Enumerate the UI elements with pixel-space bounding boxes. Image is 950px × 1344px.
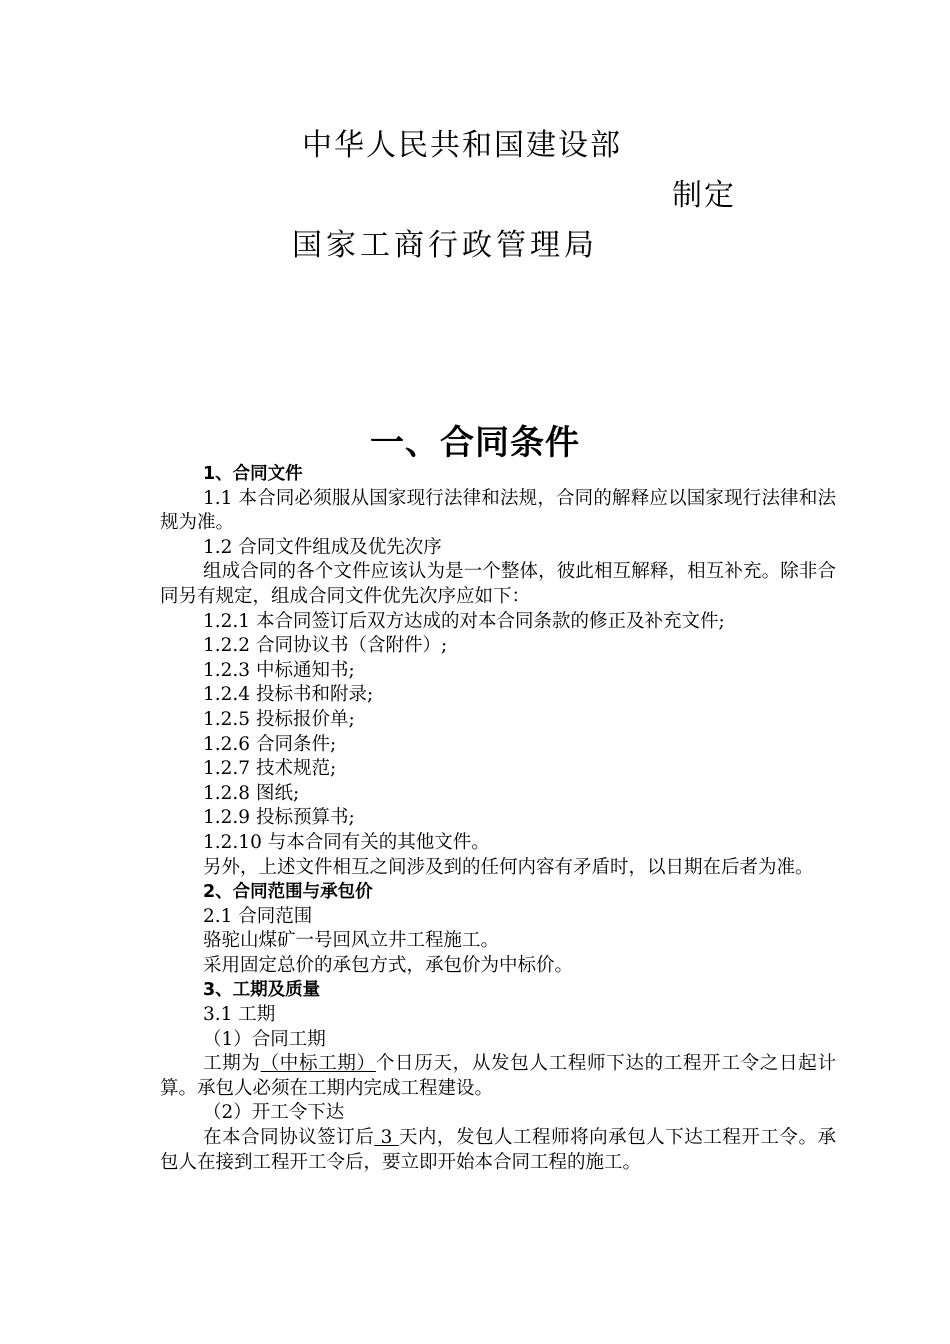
issuer-line-administration: 国家工商行政管理局 xyxy=(292,228,598,263)
contract-body xyxy=(160,462,836,1175)
clause-2-1: 2.1 合同范围 xyxy=(203,905,313,927)
list-item: 1.2.4 投标书和附录; xyxy=(203,684,374,706)
list-item: 1.2.9 投标预算书; xyxy=(203,807,355,829)
list-item: 1.2.2 合同协议书（含附件）; xyxy=(203,635,448,657)
heading-schedule-quality: 3、工期及质量 xyxy=(203,980,321,1001)
list-item: 1.2.1 本合同签订后双方达成的对本合同条款的修正及补充文件; xyxy=(203,610,725,632)
precedence-note: 另外，上述文件相互之间涉及到的任何内容有矛盾时，以日期在后者为准。 xyxy=(203,856,814,878)
start-order-paragraph xyxy=(160,1126,836,1175)
start-order-text-before: 在本合同协议签订后 xyxy=(203,1127,375,1149)
duration-paragraph xyxy=(160,1052,836,1101)
duration-text-after: 个日历天，从发包人工程师下达的工程开工令之日起计算。承包人必须在工期内完成工程建设。 xyxy=(160,1053,836,1099)
duration-text-before: 工期为 xyxy=(203,1053,261,1075)
issuer-suffix: 制定 xyxy=(672,178,736,213)
heading-contract-documents: 1、合同文件 xyxy=(203,464,303,484)
start-order-days: 3 xyxy=(374,1127,399,1149)
price-description: 采用固定总价的承包方式，承包价为中标价。 xyxy=(203,954,574,976)
clause-1-2-intro: 组成合同的各个文件应该认为是一个整体，彼此相互解释，相互补充。除非合同另有规定，组成合同文件优先次序应如下： xyxy=(160,561,836,607)
clause-3-1-1: （1）合同工期 xyxy=(203,1028,326,1050)
clause-3-1: 3.1 工期 xyxy=(203,1004,276,1026)
heading-contract-scope: 2、合同范围与承包价 xyxy=(203,882,373,903)
clause-1-2: 1.2 合同文件组成及优先次序 xyxy=(203,536,442,558)
section-title: 一、合同条件 xyxy=(370,423,580,463)
list-item: 1.2.8 图纸; xyxy=(203,782,300,804)
clause-1-1: 1.1 本合同必须服从国家现行法律和法规，合同的解释应以国家现行法律和法规为准。 xyxy=(160,487,836,534)
start-order-text-after: 天内，发包人工程师将向承包人下达工程开工令。承包人在接到工程开工令后，要立即开始本合同工程的施工。 xyxy=(160,1127,836,1173)
list-item: 1.2.6 合同条件; xyxy=(203,733,337,755)
duration-value: （中标工期） xyxy=(260,1053,376,1075)
clause-3-1-2: （2）开工令下达 xyxy=(203,1102,345,1124)
list-item: 1.2.5 投标报价单; xyxy=(203,708,355,730)
list-item: 1.2.7 技术规范; xyxy=(203,758,337,780)
scope-description: 骆驼山煤矿一号回风立井工程施工。 xyxy=(203,930,500,952)
issuer-line-ministry: 中华人民共和国建设部 xyxy=(302,128,622,163)
list-item: 1.2.10 与本合同有关的其他文件。 xyxy=(203,831,490,853)
list-item: 1.2.3 中标通知书; xyxy=(203,659,355,681)
